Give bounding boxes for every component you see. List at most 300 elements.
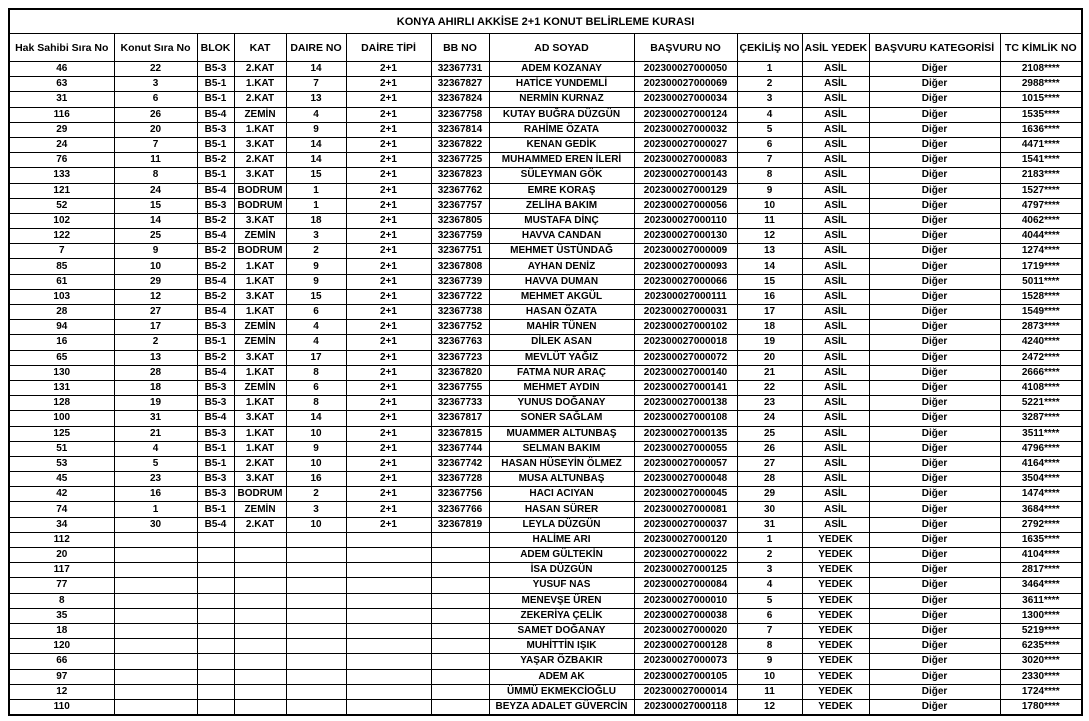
column-header-tc-kimlik-no: TC KİMLİK NO xyxy=(1000,34,1082,62)
cell: 20 xyxy=(114,122,197,137)
cell: ZEMİN xyxy=(234,335,286,350)
cell: 8 xyxy=(9,593,114,608)
cell: 32367763 xyxy=(431,335,489,350)
cell: B5-1 xyxy=(197,77,234,92)
cell: İSA DÜZGÜN xyxy=(489,563,634,578)
cell: 2+1 xyxy=(346,183,431,198)
cell: 5011**** xyxy=(1000,274,1082,289)
cell xyxy=(346,563,431,578)
cell: B5-4 xyxy=(197,517,234,532)
cell: 19 xyxy=(737,335,802,350)
cell xyxy=(286,532,346,547)
cell: ASİL xyxy=(802,335,869,350)
cell: Diğer xyxy=(869,411,1000,426)
cell: 32367820 xyxy=(431,365,489,380)
cell: 3.KAT xyxy=(234,411,286,426)
cell: 202300027000014 xyxy=(634,684,737,699)
table-row xyxy=(9,213,1082,228)
cell: Diğer xyxy=(869,274,1000,289)
page-title: KONYA AHIRLI AKKİSE 2+1 KONUT BELİRLEME KURASI xyxy=(9,9,1082,34)
cell: 14 xyxy=(114,213,197,228)
cell: ASİL xyxy=(802,77,869,92)
cell: B5-3 xyxy=(197,396,234,411)
cell: Diğer xyxy=(869,92,1000,107)
cell: B5-1 xyxy=(197,456,234,471)
cell: ZEMİN xyxy=(234,229,286,244)
cell xyxy=(114,593,197,608)
cell: Diğer xyxy=(869,122,1000,137)
cell: 32367759 xyxy=(431,229,489,244)
cell: HAVVA CANDAN xyxy=(489,229,634,244)
cell: 32367744 xyxy=(431,441,489,456)
table-row xyxy=(9,426,1082,441)
cell xyxy=(346,639,431,654)
cell: 21 xyxy=(737,365,802,380)
cell: 2+1 xyxy=(346,350,431,365)
cell: 20 xyxy=(9,548,114,563)
cell: Diğer xyxy=(869,396,1000,411)
cell: ASİL xyxy=(802,92,869,107)
cell: Diğer xyxy=(869,426,1000,441)
cell: 15 xyxy=(286,289,346,304)
cell: 6 xyxy=(114,92,197,107)
cell: 103 xyxy=(9,289,114,304)
cell: HASAN ÖZATA xyxy=(489,305,634,320)
cell: Diğer xyxy=(869,532,1000,547)
cell: 1015**** xyxy=(1000,92,1082,107)
cell: 34 xyxy=(9,517,114,532)
cell: 202300027000125 xyxy=(634,563,737,578)
cell: 130 xyxy=(9,365,114,380)
cell: 2+1 xyxy=(346,305,431,320)
table-row xyxy=(9,456,1082,471)
cell: 27 xyxy=(737,456,802,471)
cell: 21 xyxy=(114,426,197,441)
cell: 51 xyxy=(9,441,114,456)
cell: FATMA NUR ARAÇ xyxy=(489,365,634,380)
cell: 202300027000066 xyxy=(634,274,737,289)
cell: Diğer xyxy=(869,472,1000,487)
table-row xyxy=(9,77,1082,92)
cell: 122 xyxy=(9,229,114,244)
column-header-basvuru-kategorisi: BAŞVURU KATEGORİSİ xyxy=(869,34,1000,62)
cell: 5 xyxy=(114,456,197,471)
table-row xyxy=(9,517,1082,532)
cell: 202300027000081 xyxy=(634,502,737,517)
cell: 29 xyxy=(114,274,197,289)
cell: 202300027000138 xyxy=(634,396,737,411)
cell: 116 xyxy=(9,107,114,122)
cell: 9 xyxy=(286,441,346,456)
cell: YEDEK xyxy=(802,639,869,654)
cell: ZELİHA BAKIM xyxy=(489,198,634,213)
cell: 202300027000045 xyxy=(634,487,737,502)
cell: 20 xyxy=(737,350,802,365)
cell: 1 xyxy=(114,502,197,517)
cell xyxy=(114,623,197,638)
cell: 2+1 xyxy=(346,472,431,487)
cell: 46 xyxy=(9,62,114,77)
cell: 31 xyxy=(9,92,114,107)
cell: 112 xyxy=(9,532,114,547)
cell: 3 xyxy=(737,92,802,107)
cell: 8 xyxy=(286,365,346,380)
cell: 2183**** xyxy=(1000,168,1082,183)
cell: 2+1 xyxy=(346,487,431,502)
cell xyxy=(197,654,234,669)
cell: ASİL xyxy=(802,122,869,137)
cell: Diğer xyxy=(869,350,1000,365)
table-row xyxy=(9,654,1082,669)
column-header-konut-sira-no: Konut Sıra No xyxy=(114,34,197,62)
cell: 202300027000111 xyxy=(634,289,737,304)
cell: 2+1 xyxy=(346,213,431,228)
cell: 1541**** xyxy=(1000,153,1082,168)
cell: 15 xyxy=(286,168,346,183)
cell: Diğer xyxy=(869,335,1000,350)
cell: 4471**** xyxy=(1000,137,1082,152)
cell: 202300027000020 xyxy=(634,623,737,638)
cell: 32367731 xyxy=(431,62,489,77)
cell: ZEMİN xyxy=(234,107,286,122)
table-row xyxy=(9,137,1082,152)
cell: 32367755 xyxy=(431,380,489,395)
cell: ZEMİN xyxy=(234,320,286,335)
cell: 6 xyxy=(286,380,346,395)
cell: 2+1 xyxy=(346,77,431,92)
cell: 15 xyxy=(114,198,197,213)
cell: 2+1 xyxy=(346,426,431,441)
cell xyxy=(346,608,431,623)
cell: 202300027000057 xyxy=(634,456,737,471)
cell: 32367757 xyxy=(431,198,489,213)
cell: 202300027000102 xyxy=(634,320,737,335)
cell: ÜMMÜ EKMEKCİOĞLU xyxy=(489,684,634,699)
cell: 32367762 xyxy=(431,183,489,198)
table-row xyxy=(9,350,1082,365)
cell: B5-2 xyxy=(197,259,234,274)
cell: 14 xyxy=(286,153,346,168)
cell xyxy=(197,563,234,578)
cell: SÜLEYMAN GÖK xyxy=(489,168,634,183)
cell: Diğer xyxy=(869,244,1000,259)
cell xyxy=(431,578,489,593)
cell: YEDEK xyxy=(802,654,869,669)
cell: 3511**** xyxy=(1000,426,1082,441)
cell: 32367751 xyxy=(431,244,489,259)
cell: 1780**** xyxy=(1000,699,1082,715)
cell: 13 xyxy=(114,350,197,365)
cell: 29 xyxy=(737,487,802,502)
cell: Diğer xyxy=(869,365,1000,380)
table-row xyxy=(9,684,1082,699)
table-row xyxy=(9,62,1082,77)
cell xyxy=(114,654,197,669)
cell: 32367822 xyxy=(431,137,489,152)
cell: MUSA ALTUNBAŞ xyxy=(489,472,634,487)
cell xyxy=(234,548,286,563)
cell: MEHMET ÜSTÜNDAĞ xyxy=(489,244,634,259)
cell xyxy=(197,608,234,623)
title-row xyxy=(9,9,1082,34)
cell: 32367808 xyxy=(431,259,489,274)
cell: 202300027000038 xyxy=(634,608,737,623)
table-row xyxy=(9,259,1082,274)
cell: B5-2 xyxy=(197,153,234,168)
cell: 3.KAT xyxy=(234,213,286,228)
cell: 61 xyxy=(9,274,114,289)
cell: ASİL xyxy=(802,411,869,426)
cell: 2472**** xyxy=(1000,350,1082,365)
cell: 12 xyxy=(737,229,802,244)
cell: Diğer xyxy=(869,502,1000,517)
cell xyxy=(114,532,197,547)
cell: 9 xyxy=(286,122,346,137)
cell: Diğer xyxy=(869,608,1000,623)
cell: 11 xyxy=(737,213,802,228)
cell xyxy=(346,532,431,547)
cell: HATİCE YUNDEMLİ xyxy=(489,77,634,92)
cell: Diğer xyxy=(869,517,1000,532)
table-row xyxy=(9,289,1082,304)
cell: 2+1 xyxy=(346,274,431,289)
cell: 11 xyxy=(114,153,197,168)
cell: 9 xyxy=(737,183,802,198)
table-row xyxy=(9,639,1082,654)
cell: 202300027000072 xyxy=(634,350,737,365)
cell: 5 xyxy=(737,122,802,137)
table-row xyxy=(9,229,1082,244)
table-row xyxy=(9,578,1082,593)
cell: 19 xyxy=(114,396,197,411)
cell xyxy=(114,563,197,578)
cell: 17 xyxy=(114,320,197,335)
cell: B5-3 xyxy=(197,380,234,395)
cell: ASİL xyxy=(802,274,869,289)
cell: 32367725 xyxy=(431,153,489,168)
cell: 2792**** xyxy=(1000,517,1082,532)
cell: 10 xyxy=(286,426,346,441)
cell: 2988**** xyxy=(1000,77,1082,92)
table-row xyxy=(9,244,1082,259)
cell: ASİL xyxy=(802,441,869,456)
cell: 3 xyxy=(286,229,346,244)
cell xyxy=(234,608,286,623)
cell: 202300027000129 xyxy=(634,183,737,198)
cell: 2330**** xyxy=(1000,669,1082,684)
cell xyxy=(114,684,197,699)
cell: Diğer xyxy=(869,107,1000,122)
cell: 14 xyxy=(286,137,346,152)
cell xyxy=(286,699,346,715)
cell: B5-4 xyxy=(197,305,234,320)
cell: YAŞAR ÖZBAKIR xyxy=(489,654,634,669)
cell: 22 xyxy=(114,62,197,77)
cell: 120 xyxy=(9,639,114,654)
table-row xyxy=(9,320,1082,335)
cell: 2+1 xyxy=(346,244,431,259)
cell: ASİL xyxy=(802,153,869,168)
cell: 6 xyxy=(737,608,802,623)
cell: Diğer xyxy=(869,456,1000,471)
cell: ASİL xyxy=(802,396,869,411)
cell: 2+1 xyxy=(346,62,431,77)
cell: 1 xyxy=(286,183,346,198)
cell: B5-1 xyxy=(197,335,234,350)
cell: 2 xyxy=(737,548,802,563)
cell: 18 xyxy=(9,623,114,638)
cell: SAMET DOĞANAY xyxy=(489,623,634,638)
cell: 202300027000018 xyxy=(634,335,737,350)
cell: 32367827 xyxy=(431,77,489,92)
cell: 131 xyxy=(9,380,114,395)
cell: B5-2 xyxy=(197,244,234,259)
cell: Diğer xyxy=(869,77,1000,92)
cell: 8 xyxy=(737,168,802,183)
cell: ZEKERİYA ÇELİK xyxy=(489,608,634,623)
cell: 25 xyxy=(737,426,802,441)
cell: B5-1 xyxy=(197,502,234,517)
cell: 6 xyxy=(286,305,346,320)
cell: Diğer xyxy=(869,137,1000,152)
table-row xyxy=(9,623,1082,638)
cell: 1719**** xyxy=(1000,259,1082,274)
cell: 2+1 xyxy=(346,122,431,137)
cell: ASİL xyxy=(802,107,869,122)
cell: B5-2 xyxy=(197,350,234,365)
cell xyxy=(114,578,197,593)
cell: 202300027000108 xyxy=(634,411,737,426)
cell xyxy=(431,639,489,654)
cell: HACI ACIYAN xyxy=(489,487,634,502)
cell: 3 xyxy=(286,502,346,517)
cell: 4240**** xyxy=(1000,335,1082,350)
cell: 102 xyxy=(9,213,114,228)
cell: 4797**** xyxy=(1000,198,1082,213)
cell: 31 xyxy=(737,517,802,532)
cell: Diğer xyxy=(869,213,1000,228)
cell: Diğer xyxy=(869,578,1000,593)
cell: ASİL xyxy=(802,350,869,365)
cell: ASİL xyxy=(802,502,869,517)
cell: 15 xyxy=(737,274,802,289)
cell: ASİL xyxy=(802,168,869,183)
cell: 30 xyxy=(737,502,802,517)
cell xyxy=(234,532,286,547)
cell: 7 xyxy=(286,77,346,92)
cell: YEDEK xyxy=(802,669,869,684)
cell xyxy=(234,684,286,699)
cell: Diğer xyxy=(869,593,1000,608)
cell: ASİL xyxy=(802,305,869,320)
cell: 32367722 xyxy=(431,289,489,304)
cell: ADEM AK xyxy=(489,669,634,684)
cell: 2 xyxy=(286,244,346,259)
cell: 8 xyxy=(737,639,802,654)
cell: 4796**** xyxy=(1000,441,1082,456)
cell: B5-4 xyxy=(197,107,234,122)
cell: B5-1 xyxy=(197,137,234,152)
cell: 3504**** xyxy=(1000,472,1082,487)
cell: B5-2 xyxy=(197,213,234,228)
cell: 4108**** xyxy=(1000,380,1082,395)
cell: Diğer xyxy=(869,183,1000,198)
cell: 2+1 xyxy=(346,456,431,471)
cell xyxy=(346,593,431,608)
lottery-table xyxy=(8,8,1083,716)
cell xyxy=(431,532,489,547)
cell: 121 xyxy=(9,183,114,198)
cell: 32367739 xyxy=(431,274,489,289)
cell: 5221**** xyxy=(1000,396,1082,411)
cell xyxy=(431,563,489,578)
cell: 65 xyxy=(9,350,114,365)
cell: 2 xyxy=(737,77,802,92)
cell xyxy=(431,684,489,699)
cell: HASAN HÜSEYİN ÖLMEZ xyxy=(489,456,634,471)
cell: YEDEK xyxy=(802,623,869,638)
cell: 202300027000083 xyxy=(634,153,737,168)
cell: 4104**** xyxy=(1000,548,1082,563)
cell: EMRE KORAŞ xyxy=(489,183,634,198)
cell: 2.KAT xyxy=(234,456,286,471)
cell: 32367723 xyxy=(431,350,489,365)
cell: 63 xyxy=(9,77,114,92)
cell xyxy=(234,593,286,608)
cell: 4044**** xyxy=(1000,229,1082,244)
table-row xyxy=(9,274,1082,289)
cell: 28 xyxy=(737,472,802,487)
cell: 32367817 xyxy=(431,411,489,426)
cell: 7 xyxy=(737,153,802,168)
cell: 32367824 xyxy=(431,92,489,107)
table-row xyxy=(9,380,1082,395)
cell: 1.KAT xyxy=(234,77,286,92)
cell: YEDEK xyxy=(802,563,869,578)
cell: 1.KAT xyxy=(234,305,286,320)
cell: 26 xyxy=(737,441,802,456)
cell: ASİL xyxy=(802,289,869,304)
cell: 32367758 xyxy=(431,107,489,122)
cell xyxy=(234,654,286,669)
cell: 2+1 xyxy=(346,153,431,168)
cell: 32367814 xyxy=(431,122,489,137)
cell xyxy=(197,699,234,715)
cell: 3.KAT xyxy=(234,137,286,152)
cell: 2817**** xyxy=(1000,563,1082,578)
cell: Diğer xyxy=(869,305,1000,320)
cell: RAHİME ÖZATA xyxy=(489,122,634,137)
cell: 10 xyxy=(286,517,346,532)
cell: Diğer xyxy=(869,639,1000,654)
cell xyxy=(431,593,489,608)
cell: 28 xyxy=(9,305,114,320)
cell: 7 xyxy=(114,137,197,152)
table-row xyxy=(9,593,1082,608)
cell: MENEVŞE ÜREN xyxy=(489,593,634,608)
cell: 3020**** xyxy=(1000,654,1082,669)
cell: 13 xyxy=(737,244,802,259)
cell: Diğer xyxy=(869,62,1000,77)
cell: 28 xyxy=(114,365,197,380)
cell: 12 xyxy=(737,699,802,715)
cell xyxy=(234,669,286,684)
cell: 12 xyxy=(9,684,114,699)
cell: 10 xyxy=(286,456,346,471)
cell: 2666**** xyxy=(1000,365,1082,380)
cell: 202300027000055 xyxy=(634,441,737,456)
column-header-blok: BLOK xyxy=(197,34,234,62)
